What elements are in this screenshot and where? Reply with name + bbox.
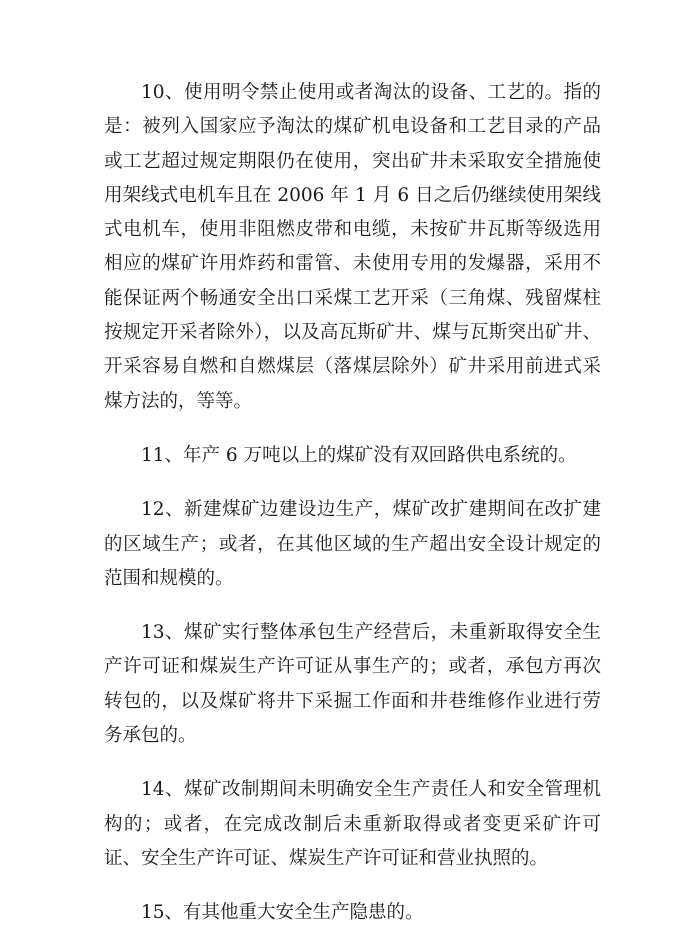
paragraph-item-15: 15、有其他重大安全生产隐患的。: [141, 902, 424, 924]
paragraph-item-11: 11、年产 6 万吨以上的煤矿没有双回路供电系统的。: [141, 444, 577, 466]
paragraph-item-10: 10、使用明令禁止使用或者淘汰的设备、工艺的。指的是：被列入国家应予淘汰的煤矿机电设备和工艺目录的产品或工艺超过规定期限仍在使用，突出矿井未采取安全措施使用架线式电机车且在 2006 年 1 月 6 日之后仍继续使用架线式电机车，使用非阻燃皮带和电缆，未按矿井瓦斯等级选用相应的煤矿许用炸药和雷管、未使用专用的发爆器，采用不能保证两个畅通安全出口采煤工艺开采（三角煤、残留煤柱按规定开采者除外），以及高瓦斯矿井、煤与瓦斯突出矿井、开采容易自燃和自燃煤层（落煤层除外）矿井采用前进式采煤方法的，等等。: [104, 82, 601, 412]
paragraph-item-14: 14、煤矿改制期间未明确安全生产责任人和安全管理机构的；或者，在完成改制后未重新取得或者变更采矿许可证、安全生产许可证、煤炭生产许可证和营业执照的。: [104, 779, 601, 869]
document-body: [104, 76, 601, 951]
paragraph-item-13: 13、煤矿实行整体承包生产经营后，未重新取得安全生产许可证和煤炭生产许可证从事生产的；或者，承包方再次转包的，以及煤矿将井下采掘工作面和井巷维修作业进行劳务承包的。: [104, 622, 601, 747]
paragraph-item-12: 12、新建煤矿边建设边生产，煤矿改扩建期间在改扩建的区域生产；或者，在其他区域的生产超出安全设计规定的范围和规模的。: [104, 499, 601, 589]
